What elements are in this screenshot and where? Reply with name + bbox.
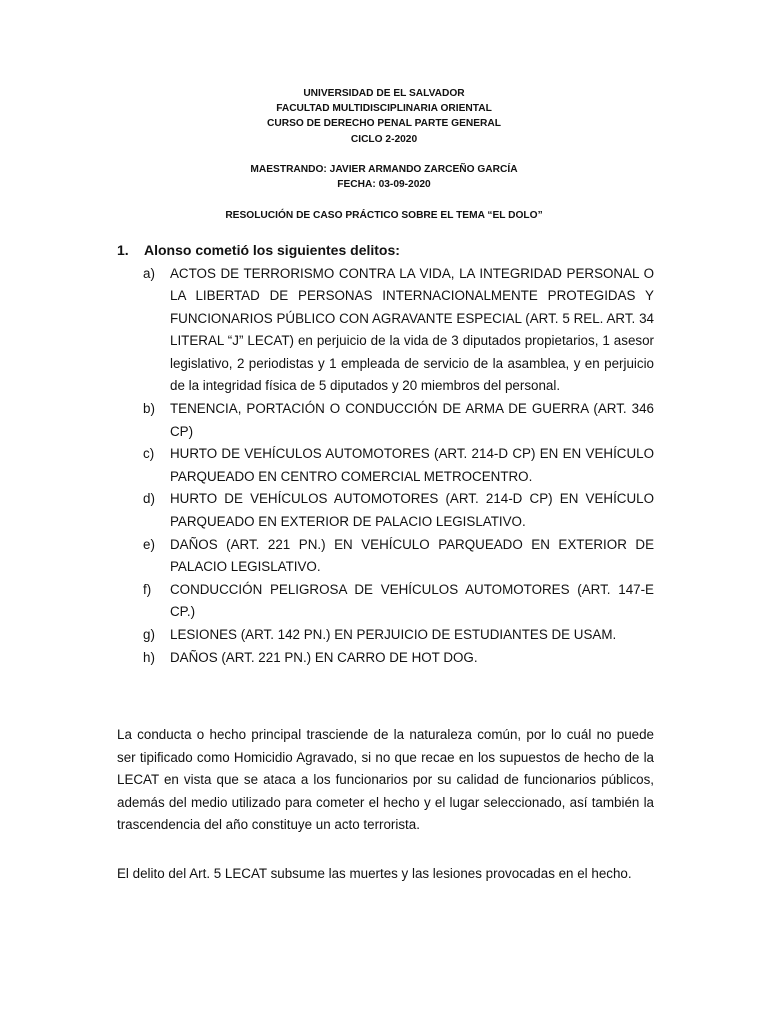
list-item-text: DAÑOS (ART. 221 PN.) EN CARRO DE HOT DOG.: [170, 649, 478, 665]
list-item-text: HURTO DE VEHÍCULOS AUTOMOTORES (ART. 214-D CP) EN VEHÍCULO PARQUEADO EN EXTERIOR DE PALACIO LEGISLATIVO.: [170, 491, 654, 530]
date-label: FECHA: 03-09-2020: [337, 179, 431, 191]
list-item: [117, 398, 654, 443]
offense-list: [117, 263, 654, 670]
list-item: [117, 443, 654, 488]
list-item-letter: c): [143, 446, 155, 462]
section-number: 1.: [117, 242, 129, 258]
list-item-letter: a): [143, 265, 155, 281]
header-spacer: [0, 147, 768, 162]
list-item-text: HURTO DE VEHÍCULOS AUTOMOTORES (ART. 214-D CP) EN EN VEHÍCULO PARQUEADO EN CENTRO COMERCIAL METROCENTRO.: [170, 446, 654, 484]
header-spacer: [0, 193, 768, 208]
list-item-letter: h): [143, 649, 155, 665]
list-item-text: DAÑOS (ART. 221 PN.) EN VEHÍCULO PARQUEADO EN EXTERIOR DE PALACIO LEGISLATIVO.: [170, 536, 654, 575]
list-item-text: ACTOS DE TERRORISMO CONTRA LA VIDA, LA INTEGRIDAD PERSONAL O LA LIBERTAD DE PERSONAS INTERNACIONALMENTE PROTEGIDAS Y FUNCIONARIOS PÚBLICO CON AGRAVANTE ESPECIAL (ART. 5 REL. ART. 34 LITERAL “J” LECAT) en perjuicio de la vida de 3 diputados propietarios, 1 asesor legislativo, 2 periodistas y 1 empleada de servicio de la asamblea, y en perjuicio de la integridad física de 5 diputados y 20 miembros del personal.: [170, 265, 654, 394]
faculty-name: FACULTAD MULTIDISCIPLINARIA ORIENTAL: [276, 103, 492, 115]
university-name: UNIVERSIDAD DE EL SALVADOR: [303, 88, 465, 99]
document-header: [0, 86, 768, 223]
list-item-letter: f): [143, 581, 152, 597]
list-item-letter: g): [143, 627, 155, 642]
list-item: [117, 647, 654, 670]
list-item: [117, 579, 654, 624]
list-item: [117, 263, 654, 399]
list-item-letter: e): [143, 536, 155, 552]
teacher-label: MAESTRANDO: JAVIER ARMANDO ZARCEÑO GARCÍA: [250, 164, 518, 176]
body-paragraph: El delito del Art. 5 LECAT subsume las muertes y las lesiones provocadas en el hecho.: [117, 866, 632, 881]
course-name: CURSO DE DERECHO PENAL PARTE GENERAL: [267, 118, 501, 130]
list-item-text: LESIONES (ART. 142 PN.) EN PERJUICIO DE ESTUDIANTES DE USAM.: [170, 627, 617, 642]
list-item: [117, 488, 654, 533]
list-item: [117, 624, 654, 647]
list-item-text: TENENCIA, PORTACIÓN O CONDUCCIÓN DE ARMA DE GUERRA (ART. 346 CP): [170, 401, 654, 439]
document-subject: RESOLUCIÓN DE CASO PRÁCTICO SOBRE EL TEMA “EL DOLO”: [225, 210, 543, 221]
list-item-letter: b): [143, 401, 155, 417]
section-title: Alonso cometió los siguientes delitos:: [144, 242, 400, 258]
section-heading: [117, 239, 400, 262]
list-item-text: CONDUCCIÓN PELIGROSA DE VEHÍCULOS AUTOMOTORES (ART. 147-E CP.): [170, 581, 654, 620]
body-paragraph: La conducta o hecho principal trasciende de la naturaleza común, por lo cuál no puede ser tipificado como Homicidio Agravado, si no que recae en los supuestos de hecho de la LECAT en vista que se ataca a los funcionarios por su calidad de funcionarios públicos, además del medio utilizado para cometer el hecho y el lugar seleccionado, así también la trascendencia del año constituye un acto terrorista.: [117, 727, 654, 833]
list-item-letter: d): [143, 491, 155, 507]
cycle-label: CICLO 2-2020: [350, 133, 418, 145]
list-item: [117, 534, 654, 579]
